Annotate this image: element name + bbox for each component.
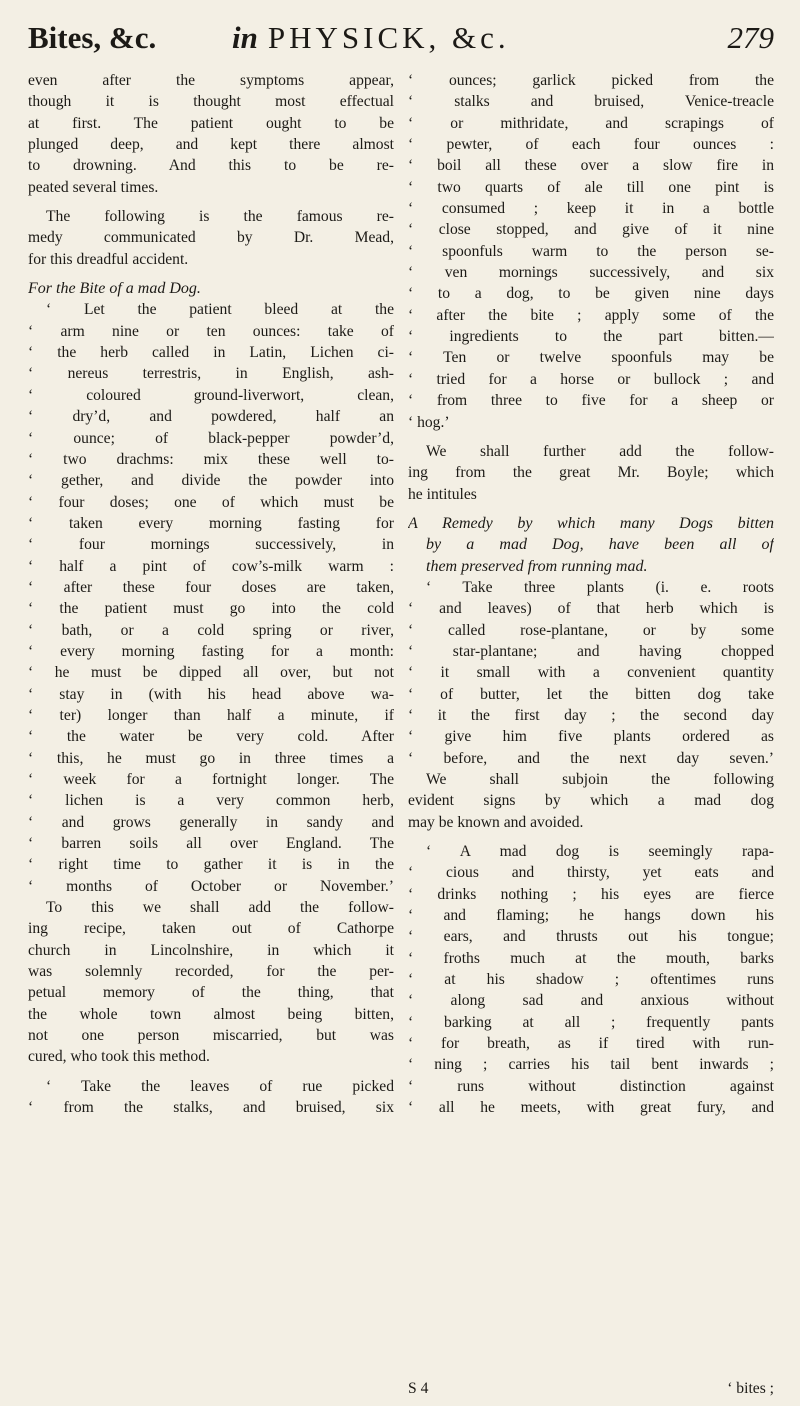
text-line: ‘ at his shadow ; oftentimes runs: [408, 971, 774, 989]
text-line: ‘ Take three plants (i. e. roots: [426, 578, 774, 596]
text-line: ‘ the water be very cold. After: [28, 728, 394, 746]
section-heading-line: them preserved from running mad.: [426, 557, 648, 575]
text-line: To this we shall add the follow-: [46, 899, 394, 917]
text-line: ‘ bath, or a cold spring or river,: [28, 621, 394, 639]
running-head-title: [232, 20, 510, 56]
text-line: to drowning. And this to be re-: [28, 157, 394, 175]
section-heading-line: A Remedy by which many Dogs bitten: [408, 514, 774, 532]
text-line: ‘ boil all these over a slow fire in: [408, 157, 774, 175]
text-line: ‘ along sad and anxious without: [408, 992, 774, 1010]
text-line: ‘ barking at all ; frequently pants: [408, 1013, 774, 1031]
text-line: ‘ Take the leaves of rue picked: [46, 1077, 394, 1095]
left-column: [28, 70, 394, 1119]
text-line: ‘ all he meets, with great fury, and: [408, 1099, 774, 1117]
page-header: [28, 14, 774, 64]
text-line: ‘ dry’d, and powdered, half an: [28, 408, 394, 426]
text-line: ‘ ears, and thrusts out his tongue;: [408, 928, 774, 946]
text-line: ‘ he must be dipped all over, but not: [28, 664, 394, 682]
text-line: ‘ tried for a horse or bullock ; and: [408, 370, 774, 388]
text-line: ‘ before, and the next day seven.’: [408, 749, 774, 767]
text-line: ‘ it small with a convenient quantity: [408, 664, 774, 682]
section-heading-line: by a mad Dog, have been all of: [426, 536, 774, 554]
text-line: ‘ pewter, of each four ounces :: [408, 136, 774, 154]
text-line: ‘ of butter, let the bitten dog take: [408, 685, 774, 703]
text-line: ‘ half a pint of cow’s-milk warm :: [28, 557, 394, 575]
text-line: church in Lincolnshire, in which it: [28, 941, 394, 959]
text-line: medy communicated by Dr. Mead,: [28, 229, 394, 247]
text-line: ‘ every morning fasting for a month:: [28, 642, 394, 660]
text-line: ‘ nereus terrestris, in English, ash-: [28, 365, 394, 383]
text-line: ‘ spoonfuls warm to the person se-: [408, 242, 774, 260]
text-line: ‘ from the stalks, and bruised, six: [28, 1099, 394, 1117]
text-line: ‘ ounces; garlick picked from the: [408, 72, 774, 89]
text-line: ‘ two drachms: mix these well to-: [28, 450, 394, 468]
text-line: ‘ barren soils all over England. The: [28, 835, 394, 853]
text-line: ‘ drinks nothing ; his eyes are fierce: [408, 885, 774, 903]
text-line: though it is thought most effectual: [28, 93, 394, 111]
running-head-physick: PHYSICK, &c.: [267, 20, 510, 55]
text-line: ‘ arm nine or ten ounces: take of: [28, 322, 394, 340]
text-line: ‘ coloured ground-liverwort, clean,: [28, 386, 394, 404]
text-line: ing recipe, taken out of Cathorpe: [28, 920, 394, 938]
text-line: ‘ lichen is a very common herb,: [28, 792, 394, 810]
text-line: was solemnly recorded, for the per-: [28, 963, 394, 981]
text-line: ‘ two quarts of ale till one pint is: [408, 178, 774, 196]
text-line: ‘ this, he must go in three times a: [28, 749, 394, 767]
page-number: 279: [727, 20, 774, 55]
text-line: ‘ ingredients to the part bitten.—: [408, 328, 774, 346]
text-line: ‘ runs without distinction against: [408, 1077, 774, 1095]
text-line: ‘ four mornings successively, in: [28, 536, 394, 554]
text-line: ‘ Ten or twelve spoonfuls may be: [408, 349, 774, 367]
section-heading-line: For the Bite of a mad Dog.: [28, 280, 201, 298]
text-line: plunged deep, and kept there almost: [28, 136, 394, 154]
catchword: ‘ bites ;: [727, 1380, 774, 1397]
text-line: ‘ four doses; one of which must be: [28, 493, 394, 511]
text-line: not one person miscarried, but was: [28, 1027, 394, 1045]
text-line: ‘ give him five plants ordered as: [408, 728, 774, 746]
text-line: ‘ Let the patient bleed at the: [46, 301, 394, 319]
text-line: We shall further add the follow-: [426, 442, 774, 460]
right-column: [408, 70, 774, 1119]
text-line: petual memory of the thing, that: [28, 984, 394, 1002]
text-line: ‘ cious and thirsty, yet eats and: [408, 864, 774, 882]
text-line: ‘ the patient must go into the cold: [28, 600, 394, 618]
text-line: even after the symptoms appear,: [28, 72, 394, 89]
text-line: ‘ gether, and divide the powder into: [28, 472, 394, 490]
running-head-in: in: [232, 20, 258, 55]
text-line: ‘ and flaming; he hangs down his: [408, 907, 774, 925]
text-line: ‘ and grows generally in sandy and: [28, 813, 394, 831]
text-line: evident signs by which a mad dog: [408, 792, 774, 810]
text-line: cured, who took this method.: [28, 1048, 210, 1066]
text-line: We shall subjoin the following: [426, 771, 774, 788]
text-line: ing from the great Mr. Boyle; which: [408, 464, 774, 482]
text-line: ‘ it the first day ; the second day: [408, 706, 774, 724]
text-line: ‘ ven mornings successively, and six: [408, 264, 774, 282]
text-line: ‘ star-plantane; and having chopped: [408, 642, 774, 660]
text-line: ‘ after these four doses are taken,: [28, 578, 394, 596]
text-line: ‘ for breath, as if tired with run-: [408, 1035, 774, 1053]
text-line: The following is the famous re-: [46, 208, 394, 226]
text-line: ‘ and leaves) of that herb which is: [408, 600, 774, 618]
text-line: ‘ months of October or November.’: [28, 877, 394, 895]
text-line: ‘ or mithridate, and scrapings of: [408, 114, 774, 132]
text-line: for this dreadful accident.: [28, 250, 189, 268]
text-line: ‘ week for a fortnight longer. The: [28, 771, 394, 788]
text-line: ‘ the herb called in Latin, Lichen ci-: [28, 344, 394, 362]
text-line: ‘ after the bite ; apply some of the: [408, 306, 774, 324]
text-line: ‘ consumed ; keep it in a bottle: [408, 200, 774, 218]
text-line: ‘ taken every morning fasting for: [28, 514, 394, 532]
text-line: the whole town almost being bitten,: [28, 1005, 394, 1023]
text-line: he intitules: [408, 485, 477, 503]
text-line: ‘ to a dog, to be given nine days: [408, 285, 774, 303]
text-line: ‘ from three to five for a sheep or: [408, 392, 774, 410]
text-line: may be known and avoided.: [408, 813, 584, 831]
text-line: ‘ ning ; carries his tail bent inwards ;: [408, 1056, 774, 1074]
text-line: ‘ hog.’: [408, 413, 450, 431]
running-head-left: Bites, &c.: [28, 20, 157, 55]
text-line: ‘ stay in (with his head above wa-: [28, 685, 394, 703]
text-line: at first. The patient ought to be: [28, 114, 394, 132]
signature-mark: S 4: [408, 1380, 429, 1397]
text-line: ‘ close stopped, and give of it nine: [408, 221, 774, 239]
text-line: peated several times.: [28, 178, 159, 196]
text-line: ‘ called rose-plantane, or by some: [408, 621, 774, 639]
text-line: ‘ A mad dog is seemingly rapa-: [426, 843, 774, 861]
text-line: ‘ froths much at the mouth, barks: [408, 949, 774, 967]
text-line: ‘ right time to gather it is in the: [28, 856, 394, 874]
text-line: ‘ stalks and bruised, Venice-treacle: [408, 93, 774, 111]
text-line: ‘ ounce; of black-pepper powder’d,: [28, 429, 394, 447]
text-line: ‘ ter) longer than half a minute, if: [28, 706, 394, 724]
